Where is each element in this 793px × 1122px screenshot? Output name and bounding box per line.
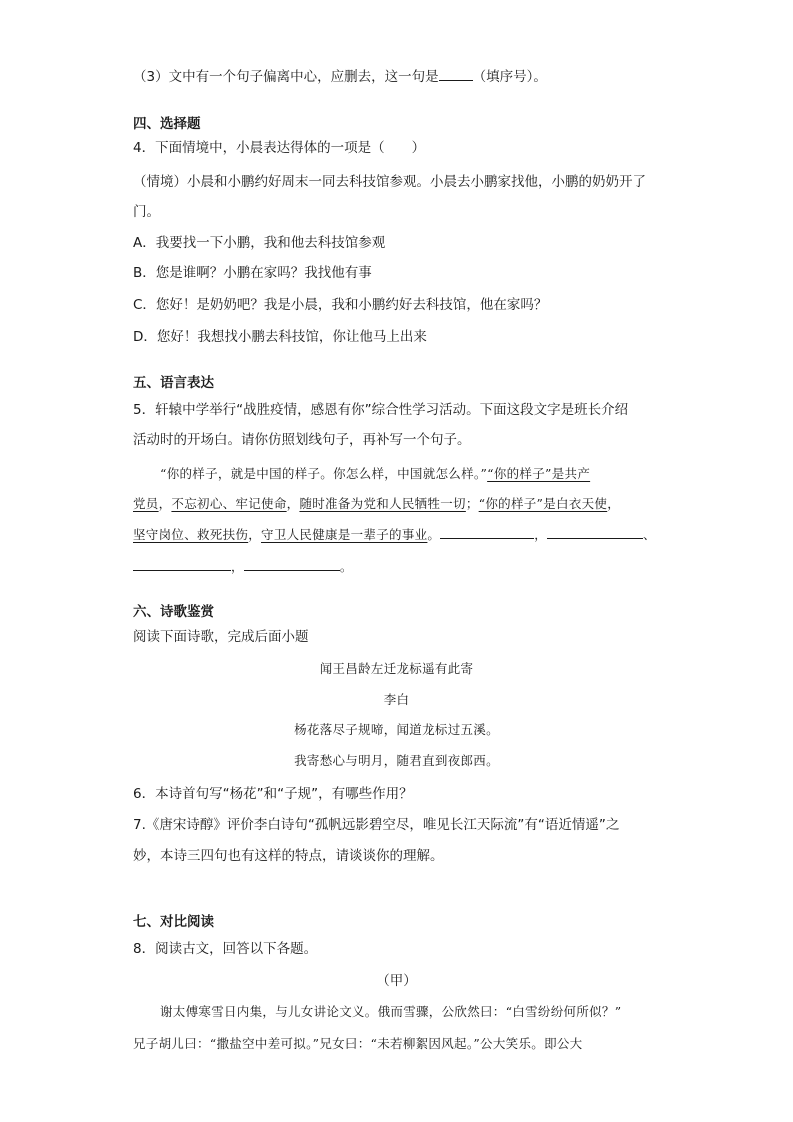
answer-blank[interactable] — [547, 524, 643, 539]
underlined-sentence: “你的样子”是共产 — [487, 466, 591, 481]
underlined-sentence: “你的样子”是白衣天使 — [478, 496, 608, 511]
underlined-sentence: 党员 — [133, 496, 159, 511]
question-7-cont: 妙，本诗三四句也有这样的特点，请谈谈你的理解。 — [133, 848, 444, 864]
answer-blank[interactable] — [244, 556, 340, 571]
answer-blank[interactable] — [440, 524, 534, 539]
passage-line-3 — [133, 524, 656, 545]
punctuation: ， — [534, 527, 548, 542]
passage-quote: “你的样子，就是中国的样子。你怎么样，中国就怎么样。” — [160, 466, 488, 481]
section-4-heading: 四、选择题 — [133, 116, 201, 132]
punctuation: 、 — [643, 527, 656, 542]
punctuation: 。 — [427, 527, 441, 542]
punctuation: ， — [231, 559, 244, 574]
poem-line-2: 我寄愁心与明月，随君直到夜郎西。 — [294, 753, 499, 768]
passage-line-4 — [133, 556, 353, 577]
answer-blank[interactable] — [133, 556, 231, 571]
section-7-heading: 七、对比阅读 — [133, 914, 214, 930]
punctuation: ， — [248, 527, 262, 542]
question-4-stem: 4．下面情境中，小晨表达得体的一项是（ ） — [133, 140, 426, 156]
punctuation: ， — [286, 496, 300, 511]
underlined-sentence: 随时准备为党和人民牺牲一切 — [299, 496, 466, 511]
question-3-suffix: （填序号）。 — [472, 69, 547, 85]
poem-author: 李白 — [383, 692, 410, 707]
punctuation: ， — [158, 496, 172, 511]
section-6-heading: 六、诗歌鉴赏 — [133, 604, 214, 620]
option-b: B．您是谁啊？小鹏在家吗？我找他有事 — [133, 265, 372, 281]
section-5-heading: 五、语言表达 — [133, 375, 214, 391]
question-8: 8．阅读古文，回答以下各题。 — [133, 941, 318, 957]
option-c: C．您好！是奶奶吧？我是小晨，我和小鹏约好去科技馆，他在家吗？ — [133, 297, 548, 313]
question-5-stem: 5．轩辕中学举行“战胜疫情，感恩有你”综合性学习活动。下面这段文字是班长介绍 — [133, 402, 629, 418]
question-3-line — [133, 66, 547, 87]
poem-line-1: 杨花落尽子规啼，闻道龙标过五溪。 — [294, 722, 499, 737]
underlined-sentence: 不忘初心、牢记使命 — [171, 496, 287, 511]
punctuation: 。 — [339, 559, 353, 574]
option-d: D．您好！我想找小鹏去科技馆，你让他马上出来 — [133, 329, 427, 345]
punctuation: ； — [465, 496, 479, 511]
passage-line-2 — [133, 494, 620, 514]
question-3-text: （3）文中有一个句子偏离中心，应删去，这一句是 — [133, 69, 439, 85]
underlined-sentence: 坚守岗位、救死扶伤 — [133, 527, 249, 542]
punctuation: ， — [607, 496, 621, 511]
answer-blank[interactable] — [439, 66, 473, 81]
poem-intro: 阅读下面诗歌，完成后面小题 — [133, 629, 309, 645]
poem-title: 闻王昌龄左迁龙标遥有此寄 — [319, 661, 474, 676]
question-5-stem-cont: 活动时的开场白。请你仿照划线句子，再补写一个句子。 — [133, 432, 471, 448]
classical-text-line-1: 谢太傅寒雪日内集，与儿女讲论文义。俄而雪骤，公欣然曰：“白雪纷纷何所似？” — [160, 1004, 622, 1019]
option-a: A．我要找一下小鹏，我和他去科技馆参观 — [133, 235, 386, 251]
question-6: 6．本诗首句写“杨花”和“子规”，有哪些作用？ — [133, 786, 413, 802]
passage-line-1 — [160, 464, 590, 484]
question-4-context: （情境）小晨和小鹏约好周末一同去科技馆参观。小晨去小鹏家找他，小鹏的奶奶开了 — [133, 174, 646, 190]
classical-text-line-2: 兄子胡儿曰：“撒盐空中差可拟。”兄女曰：“未若柳絮因风起。”公大笑乐。即公大 — [133, 1036, 583, 1051]
underlined-sentence: 守卫人民健康是一辈子的事业 — [261, 527, 428, 542]
question-4-context-cont: 门。 — [133, 204, 160, 220]
question-7: 7.《唐宋诗醇》评价李白诗句“孤帆远影碧空尽，唯见长江天际流”有“语近情遥”之 — [133, 817, 620, 833]
passage-part-label: （甲） — [376, 973, 417, 989]
